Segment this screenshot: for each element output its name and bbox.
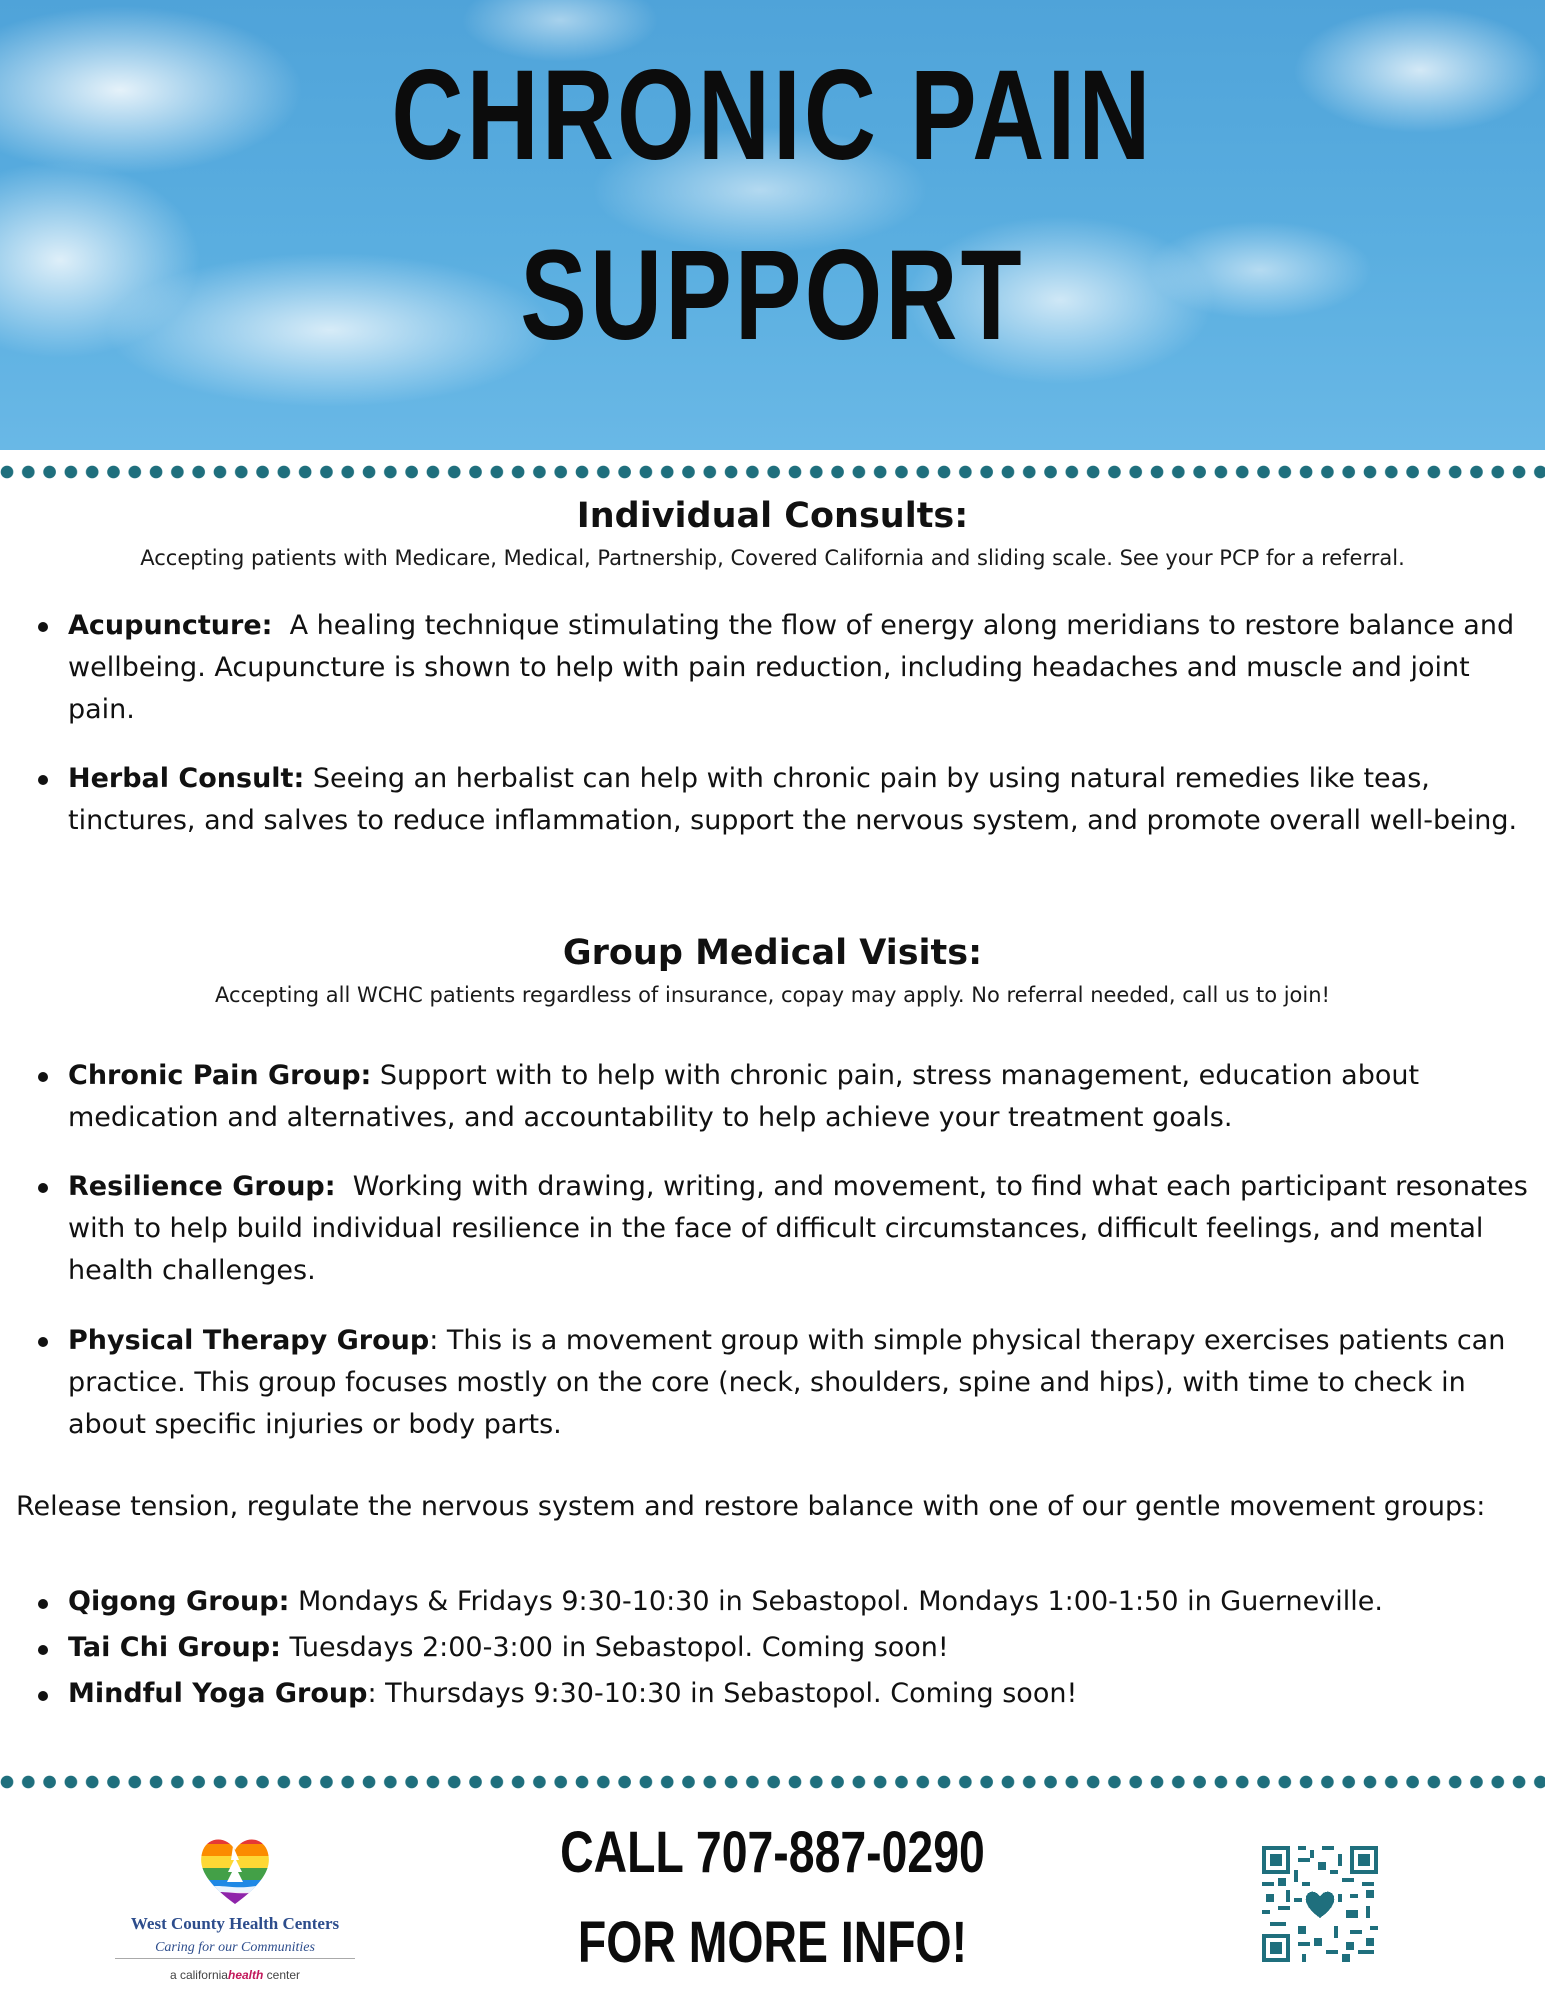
list-item-resilience-group: [68, 1166, 1530, 1292]
list-item-chronic-pain-group: [68, 1055, 1530, 1139]
call-phone-line: CALL 707-887-0290: [560, 1820, 985, 1885]
list-item-qigong: [68, 1582, 1530, 1622]
item-label: Herbal Consult:: [68, 763, 305, 794]
item-text: Seeing an herbalist can help with chronic pain by using natural remedies like teas, tinctures, and salves to reduce inflammation, support the nervous system, and promote overall well-being.: [68, 763, 1518, 836]
logo-organization-name: West County Health Centers: [130, 1914, 340, 1933]
dotted-divider-bottom: [0, 1775, 1545, 1789]
list-item-herbal-consult: [68, 758, 1530, 842]
individual-consults-title: Individual Consults:: [576, 496, 969, 536]
logo-tagline: Caring for our Communities: [115, 1940, 355, 1959]
logo-center-prefix: a california: [169, 1968, 228, 1982]
item-text: Support with to help with chronic pain, stress management, education about medication and alternatives, and accountability to help achieve your treatment goals.: [68, 1060, 1420, 1133]
individual-consults-subtitle: Accepting patients with Medicare, Medical, Partnership, Covered California and sliding scale. See your PCP for a referral.: [140, 546, 1405, 570]
item-text: Tuesdays 2:00-3:00 in Sebastopol. Coming soon!: [289, 1632, 949, 1663]
qr-code-icon[interactable]: [1262, 1846, 1378, 1962]
group-visits-subtitle: Accepting all WCHC patients regardless of insurance, copay may apply. No referral needed, call us to join!: [215, 983, 1330, 1007]
logo-center-suffix: center: [266, 1968, 301, 1982]
item-label: Chronic Pain Group:: [68, 1060, 372, 1091]
list-item-acupuncture: [68, 605, 1530, 731]
item-text: : Thursdays 9:30-10:30 in Sebastopol. Coming soon!: [367, 1678, 1078, 1709]
title-line-1: CHRONIC PAIN: [391, 44, 1154, 187]
item-label: Tai Chi Group:: [68, 1632, 281, 1663]
item-label: Physical Therapy Group: [68, 1325, 430, 1356]
list-item-physical-therapy-group: [68, 1320, 1530, 1446]
item-label: Qigong Group:: [68, 1586, 290, 1617]
item-label: Mindful Yoga Group: [68, 1678, 368, 1709]
list-item-mindful-yoga: [68, 1674, 1530, 1714]
dotted-divider-top: [0, 465, 1545, 479]
group-visits-title: Group Medical Visits:: [562, 933, 983, 973]
sky-header: [0, 0, 1545, 450]
item-label: Acupuncture:: [68, 610, 273, 641]
movement-intro: Release tension, regulate the nervous system and restore balance with one of our gentle movement groups:: [16, 1491, 1486, 1522]
item-text: A healing technique stimulating the flow of energy along meridians to restore balance and wellbeing. Acupuncture is shown to help with pain reduction, including headaches and muscle and joint pain.: [68, 610, 1515, 725]
item-text: : This is a movement group with simple physical therapy exercises patients can practice. This group focuses mostly on the core (neck, shoulders, spine and hips), with time to check in about specific injuries or body parts.: [68, 1325, 1506, 1440]
call-more-info-line: FOR MORE INFO!: [577, 1910, 968, 1975]
item-label: Resilience Group:: [68, 1171, 336, 1202]
item-text: Working with drawing, writing, and movement, to find what each participant resonates with to help build individual resilience in the face of difficult circumstances, difficult feelings, and mental health challenges.: [68, 1171, 1528, 1286]
list-item-tai-chi: [68, 1628, 1530, 1668]
item-text: Mondays & Fridays 9:30-10:30 in Sebastopol. Mondays 1:00-1:50 in Guerneville.: [298, 1586, 1383, 1617]
title-line-2: SUPPORT: [520, 224, 1025, 367]
logo-center-health: health: [227, 1968, 264, 1982]
